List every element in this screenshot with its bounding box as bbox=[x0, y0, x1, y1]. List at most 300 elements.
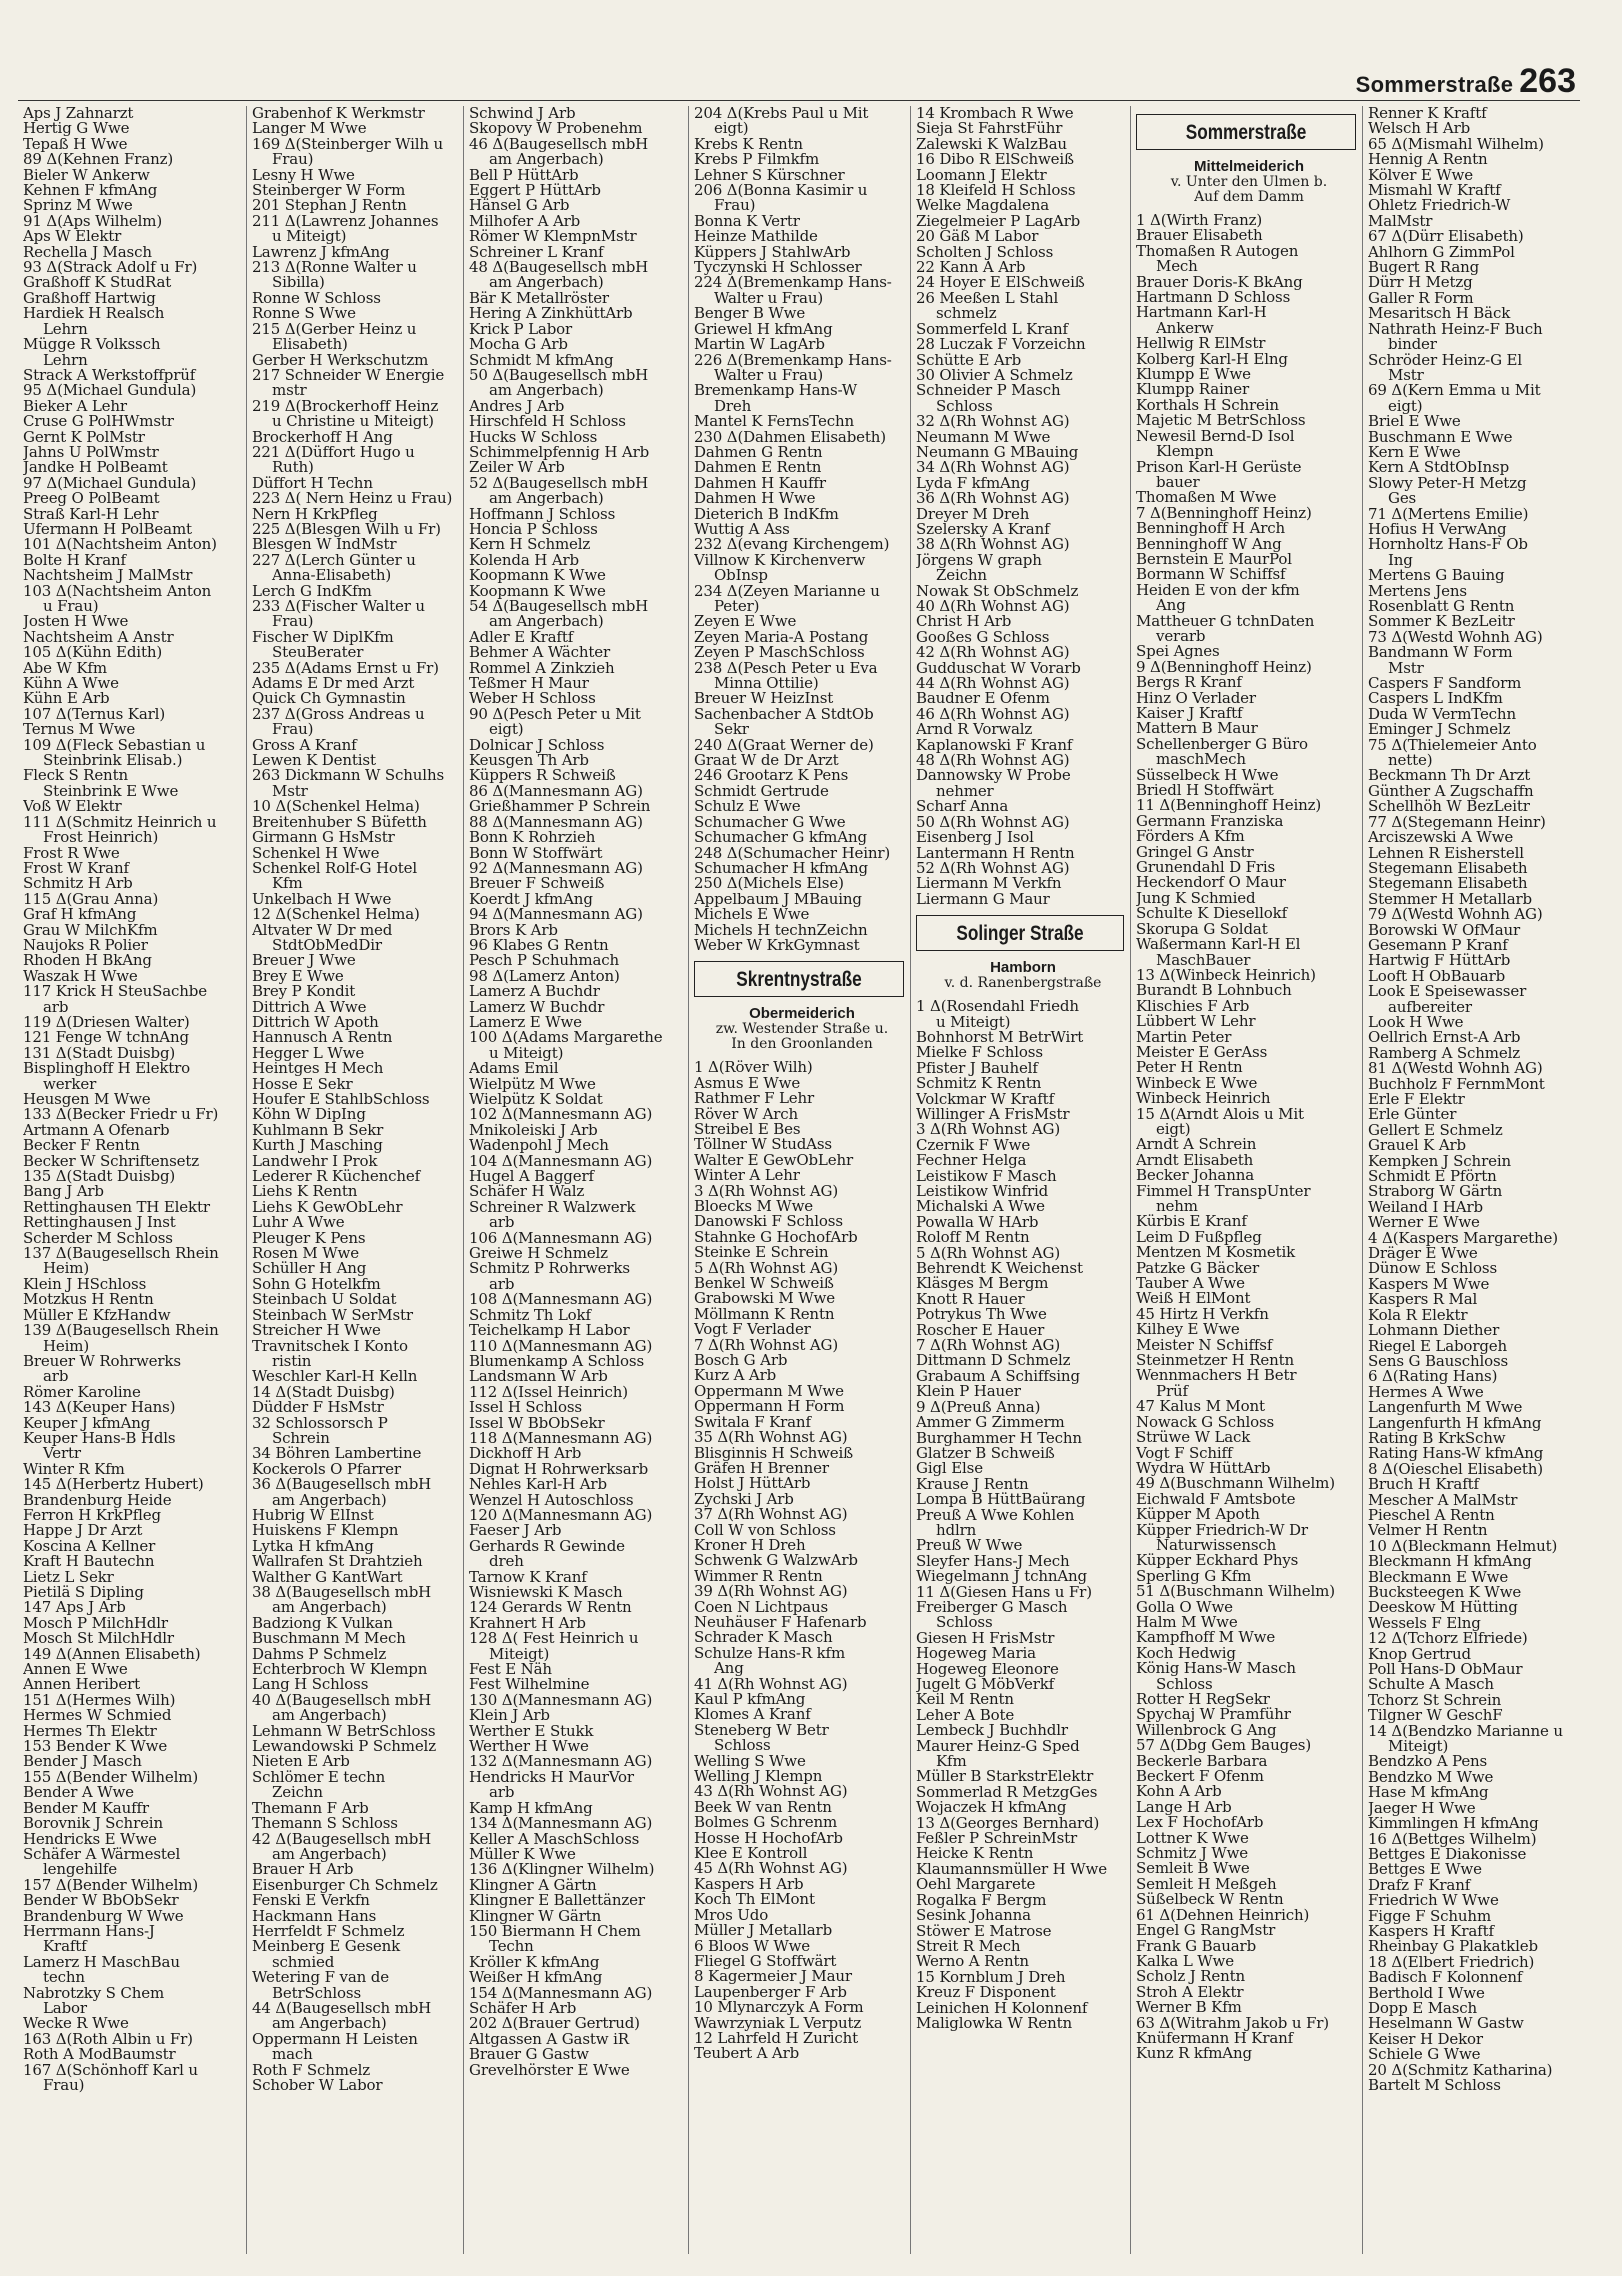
directory-entry: Schäfer H Arb bbox=[469, 2000, 577, 2017]
directory-entry: Hackmann Hans bbox=[252, 1908, 377, 1924]
directory-entry: Mstr bbox=[1388, 367, 1424, 384]
directory-entry: Bär K Metallröster bbox=[469, 290, 609, 307]
directory-entry: Heckendorf O Maur bbox=[1136, 875, 1286, 891]
directory-entry: Küpper Eckhard Phys bbox=[1136, 1553, 1299, 1569]
directory-entry: am Angerbach) bbox=[272, 1492, 387, 1508]
directory-entry: Hermes W Schmied bbox=[23, 1708, 172, 1724]
directory-entry: Bolmes G Schrenm bbox=[694, 1815, 838, 1831]
directory-entry: Caspers F Sandform bbox=[1368, 676, 1522, 692]
directory-entry: Lederer R Küchenchef bbox=[252, 1169, 420, 1185]
directory-entry: Hardiek H Realsch bbox=[23, 306, 165, 322]
directory-entry: 221 Δ(Düffort Hugo u bbox=[252, 444, 415, 461]
directory-entry: 26 Meeßen L Stahl bbox=[916, 290, 1059, 307]
directory-entry: Bohnhorst M BetrWirt bbox=[916, 1029, 1084, 1046]
directory-entry: 45 Δ(Rh Wohnst AG) bbox=[694, 1861, 848, 1877]
directory-entry: am Angerbach) bbox=[272, 1708, 387, 1724]
directory-entry: Jaeger H Wwe bbox=[1368, 1800, 1476, 1817]
header-rule bbox=[18, 100, 1580, 101]
directory-entry: Fischer W DiplKfm bbox=[252, 629, 394, 646]
directory-entry: Mügge R Volkssch bbox=[23, 337, 161, 353]
directory-entry: Graßhoff K StudRat bbox=[23, 275, 172, 291]
directory-entry: Hosse H HochofArb bbox=[694, 1830, 843, 1847]
directory-entry: Steinberger W Form bbox=[252, 183, 406, 199]
directory-entry: 135 Δ(Stadt Duisbg) bbox=[23, 1169, 176, 1185]
directory-entry: Stroh A Elektr bbox=[1136, 1984, 1244, 2001]
directory-entry: Voß W Elektr bbox=[23, 799, 122, 815]
directory-entry: Breitenhuber S Büfetth bbox=[252, 814, 427, 831]
street-segment: Auf dem Damm bbox=[1194, 189, 1304, 205]
directory-entry: Buschmann M Mech bbox=[252, 1631, 406, 1647]
directory-entry: Willenbrock G Ang bbox=[1136, 1722, 1277, 1739]
directory-entry: 10 Δ(Bleckmann Helmut) bbox=[1368, 1538, 1558, 1555]
directory-entry: 11 Δ(Giesen Hans u Fr) bbox=[916, 1584, 1092, 1600]
directory-entry: Kimmlingen H kfmAng bbox=[1368, 1816, 1539, 1832]
directory-entry: 12 Δ(Schenkel Helma) bbox=[252, 907, 420, 923]
directory-entry: Hänsel G Arb bbox=[469, 198, 570, 214]
directory-entry: Figge F Schuhm bbox=[1368, 1908, 1492, 1924]
directory-entry: Bendzko A Pens bbox=[1368, 1754, 1488, 1770]
directory-entry: Happe J Dr Arzt bbox=[23, 1523, 143, 1539]
directory-entry: Gringel G Anstr bbox=[1136, 844, 1254, 861]
directory-entry: Weber H Schloss bbox=[469, 691, 596, 707]
directory-entry: Anna-Elisabeth) bbox=[272, 568, 392, 584]
directory-entry: Hucks W Schloss bbox=[469, 429, 598, 445]
directory-entry: Bell P HüttArb bbox=[469, 167, 579, 184]
directory-entry: Landsmann W Arb bbox=[469, 1369, 608, 1385]
directory-entry: Gigl Else bbox=[916, 1461, 983, 1477]
directory-entry: Miteigt) bbox=[489, 1646, 550, 1663]
directory-entry: Germann Franziska bbox=[1136, 813, 1284, 830]
directory-entry: Steinbrink Elisab.) bbox=[43, 753, 183, 769]
directory-entry: Holst J HüttArb bbox=[694, 1476, 811, 1492]
directory-entry: 219 Δ(Brockerhoff Heinz bbox=[252, 398, 439, 415]
directory-entry: Glatzer B Schweiß bbox=[916, 1445, 1055, 1462]
directory-entry: 230 Δ(Dahmen Elisabeth) bbox=[694, 429, 886, 445]
directory-entry: Meister N Schiffsf bbox=[1136, 1337, 1273, 1354]
directory-entry: Roscher E Hauer bbox=[916, 1322, 1045, 1339]
directory-entry: Semleit H Meßgeh bbox=[1136, 1876, 1277, 1893]
directory-entry: Czernik F Wwe bbox=[916, 1137, 1031, 1154]
directory-entry: Hornholtz Hans-F Ob bbox=[1368, 537, 1528, 553]
directory-entry: 28 Luczak F Vorzeichn bbox=[916, 337, 1086, 353]
directory-entry: Süsselbeck H Wwe bbox=[1136, 767, 1279, 784]
directory-entry: Langenfurth H kfmAng bbox=[1368, 1415, 1542, 1431]
directory-entry: maschMech bbox=[1156, 752, 1246, 768]
directory-entry: Heusgen M Wwe bbox=[23, 1092, 151, 1108]
directory-entry: Rhoden H BkAng bbox=[23, 953, 152, 969]
directory-entry: Laupenberger F Arb bbox=[694, 1984, 847, 2001]
directory-entry: Schäfer A Wärmestel bbox=[23, 1846, 181, 1863]
directory-entry: Breuer W HeizInst bbox=[694, 691, 834, 707]
directory-entry: Ronne S Wwe bbox=[252, 306, 356, 322]
directory-entry: Kühn A Wwe bbox=[23, 676, 119, 692]
directory-entry: 108 Δ(Mannesmann AG) bbox=[469, 1292, 653, 1308]
directory-entry: Travnitschek I Konto bbox=[252, 1338, 408, 1354]
directory-entry: Bender M Kauffr bbox=[23, 1800, 149, 1817]
directory-entry: am Angerbach) bbox=[489, 275, 604, 291]
directory-entry: Preeg O PolBeamt bbox=[23, 491, 160, 507]
directory-entry: Frau) bbox=[714, 198, 756, 214]
directory-entry: Schulte A Masch bbox=[1368, 1677, 1494, 1693]
directory-entry: 103 Δ(Nachtsheim Anton bbox=[23, 583, 212, 599]
directory-entry: Badziong K Vulkan bbox=[252, 1615, 393, 1632]
directory-entry: Bernstein E MaurPol bbox=[1136, 551, 1292, 568]
directory-entry: Kaspers R Mal bbox=[1368, 1292, 1478, 1308]
directory-entry: Behrendt K Weichenst bbox=[916, 1261, 1083, 1277]
directory-entry: Buchholz F FernmMont bbox=[1368, 1076, 1545, 1092]
directory-entry: Issel H Schloss bbox=[469, 1400, 582, 1416]
directory-entry: Eggert P HüttArb bbox=[469, 183, 601, 199]
directory-entry: Kröller K kfmAng bbox=[469, 1954, 600, 1971]
directory-entry: Keller A MaschSchloss bbox=[469, 1831, 640, 1847]
directory-entry: Volckmar W Kraftf bbox=[916, 1091, 1054, 1107]
directory-entry: Lehnen R Eisherstell bbox=[1368, 845, 1524, 861]
directory-entry: Rogalka F Bergm bbox=[916, 1892, 1047, 1909]
directory-entry: Nieten E Arb bbox=[252, 1754, 350, 1770]
directory-entry: Lembeck J Buchhdlr bbox=[916, 1723, 1068, 1739]
directory-entry: 115 Δ(Grau Anna) bbox=[23, 891, 159, 908]
directory-entry: 92 Δ(Mannesmann AG) bbox=[469, 860, 643, 877]
directory-entry: Arndt Elisabeth bbox=[1136, 1152, 1254, 1169]
directory-entry: 44 Δ(Rh Wohnst AG) bbox=[916, 676, 1070, 692]
directory-entry: Adams Emil bbox=[469, 1061, 559, 1077]
directory-entry: Kurth J Masching bbox=[252, 1138, 383, 1154]
directory-entry: Becker Johanna bbox=[1136, 1168, 1255, 1184]
directory-entry: Riegel E Laborgeh bbox=[1368, 1338, 1508, 1354]
directory-entry: Kaplanowski F Kranf bbox=[916, 737, 1073, 754]
directory-entry: Lex F HochofArb bbox=[1136, 1815, 1264, 1831]
directory-entry: Bergs R Kranf bbox=[1136, 675, 1242, 691]
directory-entry: Arciszewski A Wwe bbox=[1368, 830, 1514, 846]
directory-entry: Schneider P Masch bbox=[916, 383, 1061, 399]
directory-entry: Straß Karl-H Lehr bbox=[23, 506, 159, 522]
directory-entry: Mech bbox=[1156, 259, 1198, 275]
directory-entry: Lantermann H Rentn bbox=[916, 845, 1075, 861]
directory-entry: 4 Δ(Kaspers Margarethe) bbox=[1368, 1230, 1558, 1247]
directory-entry: Lamerz H MaschBau bbox=[23, 1954, 180, 1971]
directory-entry: Bender J Masch bbox=[23, 1754, 142, 1770]
directory-entry: 101 Δ(Nachtsheim Anton) bbox=[23, 537, 217, 553]
directory-entry: Grießhammer P Schrein bbox=[469, 799, 651, 815]
directory-entry: Wielpütz K Soldat bbox=[469, 1092, 603, 1108]
directory-entry: Brauer Doris-K BkAng bbox=[1136, 274, 1303, 291]
directory-entry: schmelz bbox=[936, 306, 997, 322]
directory-entry: Liehs K Rentn bbox=[252, 1184, 358, 1200]
directory-entry: 124 Gerards W Rentn bbox=[469, 1600, 632, 1616]
directory-entry: 147 Aps J Arb bbox=[23, 1600, 126, 1616]
directory-entry: Wadenpohl J Mech bbox=[469, 1138, 609, 1154]
directory-entry: 120 Δ(Mannesmann AG) bbox=[469, 1507, 653, 1524]
directory-entry: Eminger J Schmelz bbox=[1368, 722, 1511, 738]
directory-entry: Küppers J StahlwArb bbox=[694, 244, 851, 261]
directory-entry: 202 Δ(Brauer Gertrud) bbox=[469, 2016, 640, 2032]
directory-entry: Kölver E Wwe bbox=[1368, 167, 1473, 184]
directory-entry: Dräger E Wwe bbox=[1368, 1246, 1478, 1262]
directory-entry: Michels H technZeichn bbox=[694, 922, 868, 938]
directory-entry: Langer M Wwe bbox=[252, 121, 367, 137]
directory-entry: Sperling G Kfm bbox=[1136, 1568, 1252, 1585]
directory-entry: Bettges E Diakonisse bbox=[1368, 1846, 1527, 1863]
directory-entry: Wenzel H Autoschloss bbox=[469, 1492, 634, 1508]
directory-entry: Sachenbacher A StdtOb bbox=[694, 706, 874, 723]
directory-entry: arb bbox=[43, 999, 69, 1015]
directory-entry: Ing bbox=[1388, 552, 1413, 569]
directory-entry: Hartmann Karl-H bbox=[1136, 305, 1267, 321]
directory-entry: Steinbach U Soldat bbox=[252, 1292, 397, 1308]
directory-entry: Techn bbox=[489, 1939, 534, 1955]
directory-entry: Abe W Kfm bbox=[23, 660, 107, 677]
directory-entry: Scharf Anna bbox=[916, 799, 1009, 815]
directory-entry: 6 Δ(Rating Hans) bbox=[1368, 1369, 1498, 1385]
directory-entry: Mosch St MilchHdlr bbox=[23, 1631, 174, 1647]
directory-entry: 41 Δ(Rh Wohnst AG) bbox=[694, 1676, 848, 1692]
directory-entry: Klaumannsmüller H Wwe bbox=[916, 1861, 1107, 1878]
directory-entry: Dittrich A Wwe bbox=[252, 999, 367, 1015]
directory-entry: 18 Δ(Elbert Friedrich) bbox=[1368, 1954, 1535, 1971]
directory-entry: Schüller H Ang bbox=[252, 1261, 367, 1277]
directory-entry: 248 Δ(Schumacher Heinr) bbox=[694, 845, 891, 861]
directory-entry: Hosse E Sekr bbox=[252, 1076, 353, 1092]
directory-entry: Ammer G Zimmerm bbox=[916, 1415, 1065, 1431]
directory-entry: Bendzko M Wwe bbox=[1368, 1769, 1494, 1786]
directory-entry: 75 Δ(Thielemeier Anto bbox=[1368, 737, 1537, 754]
directory-entry: Duda W VermTechn bbox=[1368, 706, 1516, 723]
directory-entry: Zalewski K WalzBau bbox=[916, 136, 1067, 153]
directory-entry: Wuttig A Ass bbox=[694, 521, 790, 538]
directory-entry: Dignat H Rohrwerksarb bbox=[469, 1461, 649, 1478]
directory-entry: 9 Δ(Benninghoff Heinz) bbox=[1136, 659, 1312, 676]
directory-entry: Maurer Heinz-G Sped bbox=[916, 1738, 1080, 1755]
directory-entry: Motzkus H Rentn bbox=[23, 1292, 154, 1308]
directory-entry: Bieker A Lehr bbox=[23, 398, 127, 415]
directory-entry: 50 Δ(Baugesellsch mbH bbox=[469, 367, 649, 384]
directory-entry: Potrykus Th Wwe bbox=[916, 1307, 1047, 1323]
directory-entry: 40 Δ(Baugesellsch mbH bbox=[252, 1692, 432, 1709]
directory-entry: Lehmann W BetrSchloss bbox=[252, 1723, 436, 1740]
directory-entry: Mros Udo bbox=[694, 1907, 769, 1924]
directory-entry: 132 Δ(Mannesmann AG) bbox=[469, 1754, 653, 1770]
directory-entry: 102 Δ(Mannesmann AG) bbox=[469, 1107, 653, 1123]
directory-entry: Günther A Zugschaffn bbox=[1368, 783, 1534, 800]
directory-entry: Bucksteegen K Wwe bbox=[1368, 1585, 1522, 1601]
directory-entry: Tyczynski H Schlosser bbox=[694, 260, 862, 276]
directory-entry: schmied bbox=[272, 1954, 335, 1971]
directory-entry: ristin bbox=[272, 1353, 312, 1370]
directory-entry: Kaiser J Kraftf bbox=[1136, 706, 1243, 722]
directory-entry: Küpper M Apoth bbox=[1136, 1507, 1260, 1523]
directory-entry: Bugert R Rang bbox=[1368, 260, 1480, 276]
directory-entry: Weiß H ElMont bbox=[1136, 1291, 1251, 1307]
directory-entry: Schloss bbox=[1156, 1676, 1213, 1692]
directory-entry: 46 Δ(Rh Wohnst AG) bbox=[916, 706, 1070, 723]
directory-entry: Quick Ch Gymnastin bbox=[252, 691, 406, 707]
directory-entry: Brauer G Gastw bbox=[469, 2047, 589, 2063]
directory-entry: Honcia P Schloss bbox=[469, 521, 598, 538]
directory-entry: 100 Δ(Adams Margarethe bbox=[469, 1030, 663, 1046]
directory-entry: Klingner W Gärtn bbox=[469, 1908, 602, 1924]
directory-entry: Dreyer M Dreh bbox=[916, 506, 1030, 522]
directory-entry: 12 Δ(Tchorz Elfriede) bbox=[1368, 1631, 1528, 1647]
directory-entry: Schober W Labor bbox=[252, 2078, 383, 2094]
directory-entry: 16 Dibo R ElSchweiß bbox=[916, 152, 1074, 168]
directory-entry: Langenfurth M Wwe bbox=[1368, 1400, 1523, 1416]
directory-entry: Arndt A Schrein bbox=[1136, 1137, 1257, 1153]
directory-entry: Dopp E Masch bbox=[1368, 2000, 1478, 2017]
directory-entry: 163 Δ(Roth Albin u Fr) bbox=[23, 2031, 193, 2048]
directory-entry: 234 Δ(Zeyen Marianne u bbox=[694, 583, 880, 599]
directory-entry: 109 Δ(Fleck Sebastian u bbox=[23, 737, 206, 754]
directory-entry: 134 Δ(Mannesmann AG) bbox=[469, 1816, 653, 1832]
directory-entry: Ramberg A Schmelz bbox=[1368, 1045, 1521, 1062]
directory-entry: Koscina A Kellner bbox=[23, 1538, 156, 1555]
directory-entry: Hoffmann J Schloss bbox=[469, 506, 616, 522]
directory-entry: Neumann G MBauing bbox=[916, 444, 1079, 461]
directory-entry: Schloss bbox=[936, 1615, 993, 1631]
directory-entry: Rechella J Masch bbox=[23, 244, 152, 261]
directory-entry: Ternus M Wwe bbox=[23, 722, 136, 738]
directory-entry: BetrSchloss bbox=[272, 1985, 362, 2001]
directory-entry: Dahmen H Kauffr bbox=[694, 475, 826, 492]
directory-entry: 38 Δ(Rh Wohnst AG) bbox=[916, 537, 1070, 553]
directory-entry: 47 Kalus M Mont bbox=[1136, 1399, 1265, 1415]
directory-entry: Ferron H KrkPfleg bbox=[23, 1507, 161, 1524]
directory-entry: Welling S Wwe bbox=[694, 1753, 806, 1770]
directory-entry: 112 Δ(Issel Heinrich) bbox=[469, 1384, 628, 1401]
directory-entry: Heicke K Rentn bbox=[916, 1846, 1034, 1862]
directory-entry: Möllmann K Rentn bbox=[694, 1306, 835, 1323]
directory-entry: Ang bbox=[1156, 598, 1186, 614]
directory-entry: 86 Δ(Mannesmann AG) bbox=[469, 783, 643, 800]
directory-entry: Patzke G Bäcker bbox=[1136, 1260, 1260, 1277]
directory-entry: Fleck S Rentn bbox=[23, 768, 128, 784]
directory-entry: Liermann G Maur bbox=[916, 891, 1050, 908]
directory-entry: Schellhöh W BezLeitr bbox=[1368, 799, 1530, 815]
directory-entry: Schiele G Wwe bbox=[1368, 2047, 1481, 2063]
directory-entry: Benninghoff W Ang bbox=[1136, 536, 1282, 552]
directory-entry: Teßmer H Maur bbox=[469, 676, 589, 692]
directory-entry: 43 Δ(Rh Wohnst AG) bbox=[694, 1784, 848, 1800]
directory-entry: 110 Δ(Mannesmann AG) bbox=[469, 1338, 653, 1354]
directory-entry: Martin Peter bbox=[1136, 1029, 1232, 1045]
directory-entry: Werner E Wwe bbox=[1368, 1215, 1480, 1231]
street-segment: zw. Westender Straße u. bbox=[715, 1021, 889, 1038]
directory-entry: Wawrzyniak L Verputz bbox=[694, 2015, 862, 2031]
directory-entry: Bender W BbObSekr bbox=[23, 1893, 179, 1909]
directory-entry: Dittrich W Apoth bbox=[252, 1014, 379, 1031]
directory-entry: dreh bbox=[489, 1554, 524, 1570]
directory-entry: Stegemann Elisabeth bbox=[1368, 860, 1528, 877]
directory-entry: Brockerhoff H Ang bbox=[252, 429, 393, 445]
directory-entry: Grauel K Arb bbox=[1368, 1138, 1466, 1154]
directory-entry: Grabowski M Wwe bbox=[694, 1291, 835, 1307]
directory-entry: Klee E Kontroll bbox=[694, 1846, 808, 1862]
directory-entry: Majetic M BetrSchloss bbox=[1136, 413, 1306, 429]
directory-entry: 50 Δ(Rh Wohnst AG) bbox=[916, 814, 1070, 831]
directory-entry: Hegger L Wwe bbox=[252, 1045, 365, 1062]
directory-entry: Beckert F Ofenm bbox=[1136, 1769, 1264, 1785]
directory-entry: Gross A Kranf bbox=[252, 737, 357, 754]
directory-entry: 77 Δ(Stegemann Heinr) bbox=[1368, 814, 1546, 831]
directory-entry: 38 Δ(Baugesellsch mbH bbox=[252, 1585, 432, 1601]
directory-entry: Beckmann Th Dr Arzt bbox=[1368, 768, 1531, 784]
directory-entry: Mantel K FernsTechn bbox=[694, 414, 854, 430]
directory-entry: Röver W Arch bbox=[694, 1106, 799, 1122]
directory-entry: Stöwer E Matrose bbox=[916, 1923, 1052, 1939]
directory-entry: Mocha G Arb bbox=[469, 337, 568, 353]
directory-entry: u Christine u Miteigt) bbox=[272, 414, 434, 430]
directory-entry: aufbereiter bbox=[1388, 999, 1472, 1015]
directory-entry: Heinze Mathilde bbox=[694, 229, 818, 245]
directory-entry: Schrader K Masch bbox=[694, 1630, 833, 1646]
directory-entry: Weschler Karl-H Kelln bbox=[252, 1369, 418, 1385]
directory-entry: Wielpütz M Wwe bbox=[469, 1076, 596, 1092]
directory-entry: Scherder M Schloss bbox=[23, 1230, 173, 1247]
directory-entry: Werther H Wwe bbox=[469, 1739, 589, 1755]
directory-entry: Schäfer H Walz bbox=[469, 1184, 585, 1200]
directory-entry: Frau) bbox=[272, 722, 314, 738]
directory-entry: Schmitz K Rentn bbox=[916, 1076, 1042, 1092]
directory-entry: Werner B Kfm bbox=[1136, 2000, 1242, 2016]
directory-entry: Arnd R Vorwalz bbox=[916, 722, 1033, 738]
directory-entry: Skopovy W Probenehm bbox=[469, 121, 643, 137]
directory-entry: 32 Schlossorsch P bbox=[252, 1415, 388, 1431]
directory-entry: Skorupa G Soldat bbox=[1136, 921, 1268, 938]
directory-entry: Prison Karl-H Gerüste bbox=[1136, 459, 1302, 475]
directory-entry: Schmitz P Rohrwerks bbox=[469, 1261, 630, 1277]
directory-entry: Hertig G Wwe bbox=[23, 121, 130, 137]
directory-entry: Poll Hans-D ObMaur bbox=[1368, 1662, 1523, 1678]
directory-entry: hdlrn bbox=[936, 1522, 977, 1539]
directory-entry: Bisplinghoff H Elektro bbox=[23, 1061, 191, 1077]
directory-entry: Keusgen Th Arb bbox=[469, 753, 589, 769]
directory-entry: Brey E Wwe bbox=[252, 968, 344, 985]
directory-entry: Bleckmann H kfmAng bbox=[1368, 1554, 1532, 1570]
directory-entry: Kuhlmann B Sekr bbox=[252, 1122, 384, 1139]
directory-entry: Luhr A Wwe bbox=[252, 1215, 345, 1231]
directory-entry: Themann F Arb bbox=[252, 1800, 369, 1817]
directory-entry: am Angerbach) bbox=[272, 1600, 387, 1616]
directory-entry: Klingner E Ballettänzer bbox=[469, 1893, 645, 1909]
directory-entry: Kläsges M Bergm bbox=[916, 1276, 1049, 1292]
directory-entry: Bleckmann E Wwe bbox=[1368, 1569, 1509, 1585]
directory-entry: 167 Δ(Schönhoff Karl u bbox=[23, 2062, 198, 2078]
directory-entry: 137 Δ(Baugesellsch Rhein bbox=[23, 1246, 219, 1262]
directory-entry: 211 Δ(Lawrenz Johannes bbox=[252, 213, 439, 230]
directory-entry: 20 Δ(Schmitz Katharina) bbox=[1368, 2062, 1553, 2078]
directory-entry: Teichelkamp H Labor bbox=[469, 1323, 630, 1339]
directory-entry: Nehles Karl-H Arb bbox=[469, 1477, 607, 1493]
column-4 bbox=[688, 106, 910, 2254]
directory-entry: Neumann M Wwe bbox=[916, 429, 1051, 445]
directory-entry: Nowack G Schloss bbox=[1136, 1414, 1275, 1431]
directory-entry: Griewel H kfmAng bbox=[694, 321, 833, 338]
directory-entry: Brauer H Arb bbox=[252, 1862, 354, 1878]
directory-entry: Hellwig R ElMstr bbox=[1136, 336, 1266, 352]
directory-entry: Töllner W StudAss bbox=[694, 1137, 832, 1153]
directory-entry: Slowy Peter-H Metzg bbox=[1368, 475, 1527, 492]
directory-entry: Dahms P Schmelz bbox=[252, 1646, 387, 1663]
directory-entry: Küpper Friedrich-W Dr bbox=[1136, 1522, 1308, 1538]
directory-entry: Zeyen Maria-A Postang bbox=[694, 629, 869, 646]
directory-entry: Elisabeth) bbox=[272, 337, 348, 353]
directory-entry: Artmann A Ofenarb bbox=[23, 1122, 170, 1139]
directory-entry: Krause J Rentn bbox=[916, 1476, 1029, 1493]
directory-entry: Bandmann W Form bbox=[1368, 645, 1513, 661]
directory-entry: Annen E Wwe bbox=[23, 1662, 128, 1678]
directory-entry: Lyda F kfmAng bbox=[916, 475, 1030, 492]
directory-entry: 45 Hirtz H Verkfn bbox=[1136, 1306, 1269, 1323]
directory-entry: 155 Δ(Bender Wilhelm) bbox=[23, 1769, 199, 1786]
